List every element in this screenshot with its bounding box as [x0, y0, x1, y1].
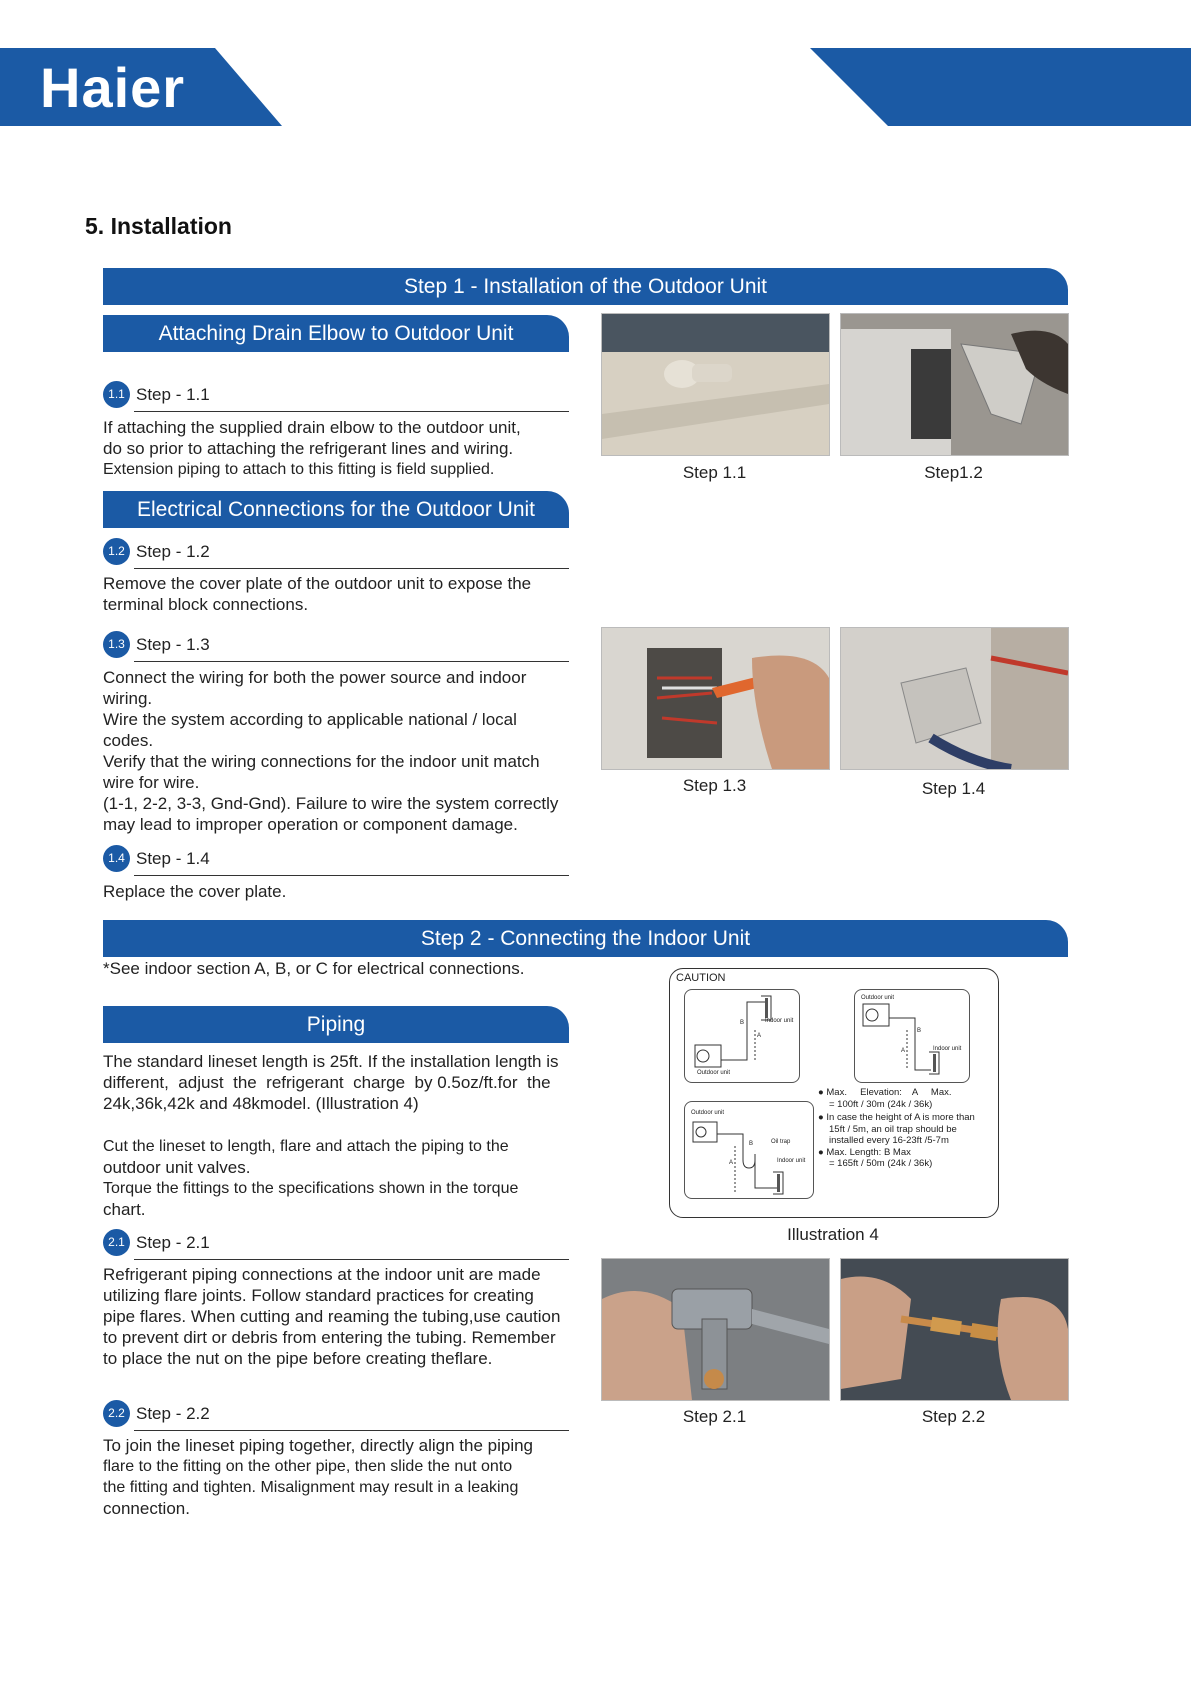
piping-line: Cut the lineset to length, flare and attach the piping to the: [103, 1138, 509, 1155]
note-text: installed every 16-23ft /5-7m: [829, 1135, 949, 1146]
piping-line: chart.: [103, 1200, 146, 1219]
caption-step-2-1: Step 2.1: [682, 1407, 747, 1426]
step-1-1-line: If attaching the supplied drain elbow to the outdoor unit,: [103, 418, 521, 437]
step-2-1-line: to prevent dirt or debris from entering the tubing. Remember: [103, 1328, 556, 1347]
step-1-3-line: codes.: [103, 731, 154, 750]
step-1-4-label: Step - 1.4: [136, 849, 210, 868]
piping-text-1: [103, 1051, 583, 1114]
step-1-4-header: [103, 845, 569, 875]
panel-3-art: [685, 1102, 813, 1198]
step-1-1-label: Step - 1.1: [136, 385, 210, 404]
caption-step-1-4: Step 1.4: [921, 779, 986, 798]
cover-removal-photo-art: [841, 314, 1068, 455]
photo-step-1-3: [601, 627, 830, 770]
step-1-4-rule: [134, 875, 569, 876]
flaring-tool-photo-art: [602, 1259, 829, 1400]
panel-3-outdoor-label: Outdoor unit: [691, 1110, 725, 1116]
step-1-4-text: Replace the cover plate.: [103, 882, 287, 901]
wiring-photo-art: [602, 628, 829, 769]
step-1-3-line: wiring.: [103, 689, 153, 708]
step-2-1-line: pipe flares. When cutting and reaming the tubing,use caution: [103, 1307, 561, 1326]
haier-logo: Haier: [40, 56, 186, 119]
piping-line: different, adjust the refrigerant charge by 0.5oz/ft.for the: [103, 1073, 551, 1092]
photo-step-1-1: [601, 313, 830, 456]
step-2-2-text: [103, 1435, 593, 1519]
step-2-2-line: To join the lineset piping together, directly align the piping: [103, 1436, 534, 1455]
step-1-3-line: (1-1, 2-2, 3-3, Gnd-Gnd). Failure to wire the system correctly: [103, 794, 559, 813]
photo-step-1-4: [840, 627, 1069, 770]
step-1-2-rule: [134, 568, 569, 569]
note-bullet-3: ● Max. Length: B Max: [818, 1146, 911, 1158]
step-2-1-badge: 2.1: [103, 1229, 130, 1256]
step-1-1-line: do so prior to attaching the refrigerant lines and wiring.: [103, 439, 514, 458]
drain-elbow-heading: Attaching Drain Elbow to Outdoor Unit: [103, 315, 569, 352]
piping-line: The standard lineset length is 25ft. If the installation length is: [103, 1052, 559, 1071]
step-1-3-header: [103, 631, 569, 661]
step-1-3-text: [103, 667, 593, 835]
panel-1-a-label: A: [757, 1033, 762, 1039]
diagram-notes: [818, 1087, 996, 1170]
step-2-1-line: to place the nut on the pipe before creating theflare.: [103, 1349, 493, 1368]
piping-heading: Piping: [103, 1006, 569, 1043]
step-2-1-rule: [134, 1259, 569, 1260]
diagram-panel-3: [684, 1101, 814, 1199]
caption-illustration-4: Illustration 4: [787, 1225, 879, 1244]
note-bullet-2: ● In case the height of A is more than: [818, 1112, 975, 1123]
step-1-2-header: [103, 538, 569, 568]
note-text: Max. Length: B Max: [826, 1146, 911, 1158]
caption-step-2-2: Step 2.2: [921, 1407, 986, 1426]
step-1-3-line: Connect the wiring for both the power source and indoor: [103, 668, 527, 687]
step-1-3-line: may lead to improper operation or component damage.: [103, 815, 518, 834]
panel-2-art: [855, 990, 969, 1082]
diagram-panel-2: [854, 989, 970, 1083]
step-1-1-rule: [134, 411, 569, 412]
step2-note: *See indoor section A, B, or C for electrical connections.: [103, 959, 525, 978]
step-2-2-label: Step - 2.2: [136, 1404, 210, 1423]
caption-step-1-3: Step 1.3: [682, 776, 747, 795]
step-1-1-badge: 1.1: [103, 381, 130, 408]
step-1-3-rule: [134, 661, 569, 662]
note-text: = 100ft / 30m (24k / 36k): [829, 1098, 933, 1110]
step-2-2-header: [103, 1400, 569, 1430]
photo-step-2-2: [840, 1258, 1069, 1401]
note-bullet-1: ● Max. Elevation: A Max.: [818, 1087, 952, 1098]
panel-1-b-label: B: [740, 1020, 745, 1026]
panel-3-a-label: A: [729, 1160, 734, 1166]
step-1-3-line: wire for wire.: [103, 773, 200, 792]
step-1-1-header: [103, 381, 569, 411]
step-2-1-label: Step - 2.1: [136, 1233, 210, 1252]
panel-1-indoor-label: Indoor unit: [765, 1018, 794, 1024]
note-text: In case the height of A is more than: [826, 1112, 975, 1123]
step-1-3-badge: 1.3: [103, 631, 130, 658]
step-1-2-line: Remove the cover plate of the outdoor unit to expose the: [103, 574, 532, 593]
piping-line: 24k,36k,42k and 48kmodel. (Illustration 4): [103, 1094, 419, 1113]
step-2-2-rule: [134, 1430, 569, 1431]
step2-banner: Step 2 - Connecting the Indoor Unit: [103, 920, 1068, 957]
step1-banner: Step 1 - Installation of the Outdoor Unit: [103, 268, 1068, 305]
step-1-3-line: Wire the system according to applicable national / local: [103, 710, 517, 729]
step-2-2-line: flare to the fitting on the other pipe, then slide the nut onto: [103, 1458, 513, 1475]
caption-step-1-1: Step 1.1: [682, 463, 747, 482]
panel-2-a-label: A: [901, 1048, 906, 1054]
step-1-1-text: [103, 417, 583, 480]
step-1-3-line: Verify that the wiring connections for the indoor unit match: [103, 752, 540, 771]
panel-2-outdoor-label: Outdoor unit: [861, 995, 895, 1001]
panel-3-indoor-label: Indoor unit: [777, 1158, 806, 1164]
electrical-heading: Electrical Connections for the Outdoor Unit: [103, 491, 569, 528]
step-2-2-line: the fitting and tighten. Misalignment may result in a leaking: [103, 1479, 519, 1496]
step-2-2-badge: 2.2: [103, 1400, 130, 1427]
diagram-panel-1: [684, 989, 800, 1083]
panel-3-b-label: B: [749, 1141, 754, 1147]
note-text: 15ft / 5m, an oil trap should be: [829, 1123, 957, 1135]
step-1-1-line: Extension piping to attach to this fitting is field supplied.: [103, 461, 495, 478]
pipe-joining-photo-art: [841, 1259, 1068, 1400]
panel-2-b-label: B: [917, 1028, 922, 1034]
caution-label: CAUTION: [676, 972, 726, 984]
drain-elbow-photo-art: [602, 314, 829, 455]
cover-plate-photo-art: [841, 628, 1068, 769]
step-2-1-header: [103, 1229, 569, 1259]
piping-line: outdoor unit valves.: [103, 1158, 251, 1177]
note-text: Max. Elevation: A Max.: [826, 1087, 952, 1098]
section-title: 5. Installation: [85, 213, 232, 239]
step-1-2-text: [103, 573, 583, 615]
step-2-1-text: [103, 1264, 593, 1369]
step-1-2-label: Step - 1.2: [136, 542, 210, 561]
oil-trap-label: Oil trap: [771, 1139, 791, 1145]
step-1-4-badge: 1.4: [103, 845, 130, 872]
panel-1-outdoor-label: Outdoor unit: [697, 1070, 731, 1076]
step-1-2-badge: 1.2: [103, 538, 130, 565]
illustration-4-diagram: [669, 968, 999, 1218]
panel-2-indoor-label: Indoor unit: [933, 1046, 962, 1052]
piping-line: Torque the fittings to the specifications shown in the torque: [103, 1180, 519, 1197]
piping-text-2: [103, 1136, 583, 1220]
header-right-band: [810, 48, 1191, 126]
step-1-3-label: Step - 1.3: [136, 635, 210, 654]
step-1-2-line: terminal block connections.: [103, 595, 309, 614]
photo-step-2-1: [601, 1258, 830, 1401]
step-2-1-line: utilizing flare joints. Follow standard practices for creating: [103, 1286, 534, 1305]
caption-step-1-2: Step1.2: [924, 463, 983, 482]
note-text: = 165ft / 50m (24k / 36k): [829, 1158, 933, 1169]
panel-1-art: [685, 990, 799, 1082]
step-2-2-line: connection.: [103, 1499, 190, 1518]
step-2-1-line: Refrigerant piping connections at the indoor unit are made: [103, 1265, 541, 1284]
photo-step-1-2: [840, 313, 1069, 456]
